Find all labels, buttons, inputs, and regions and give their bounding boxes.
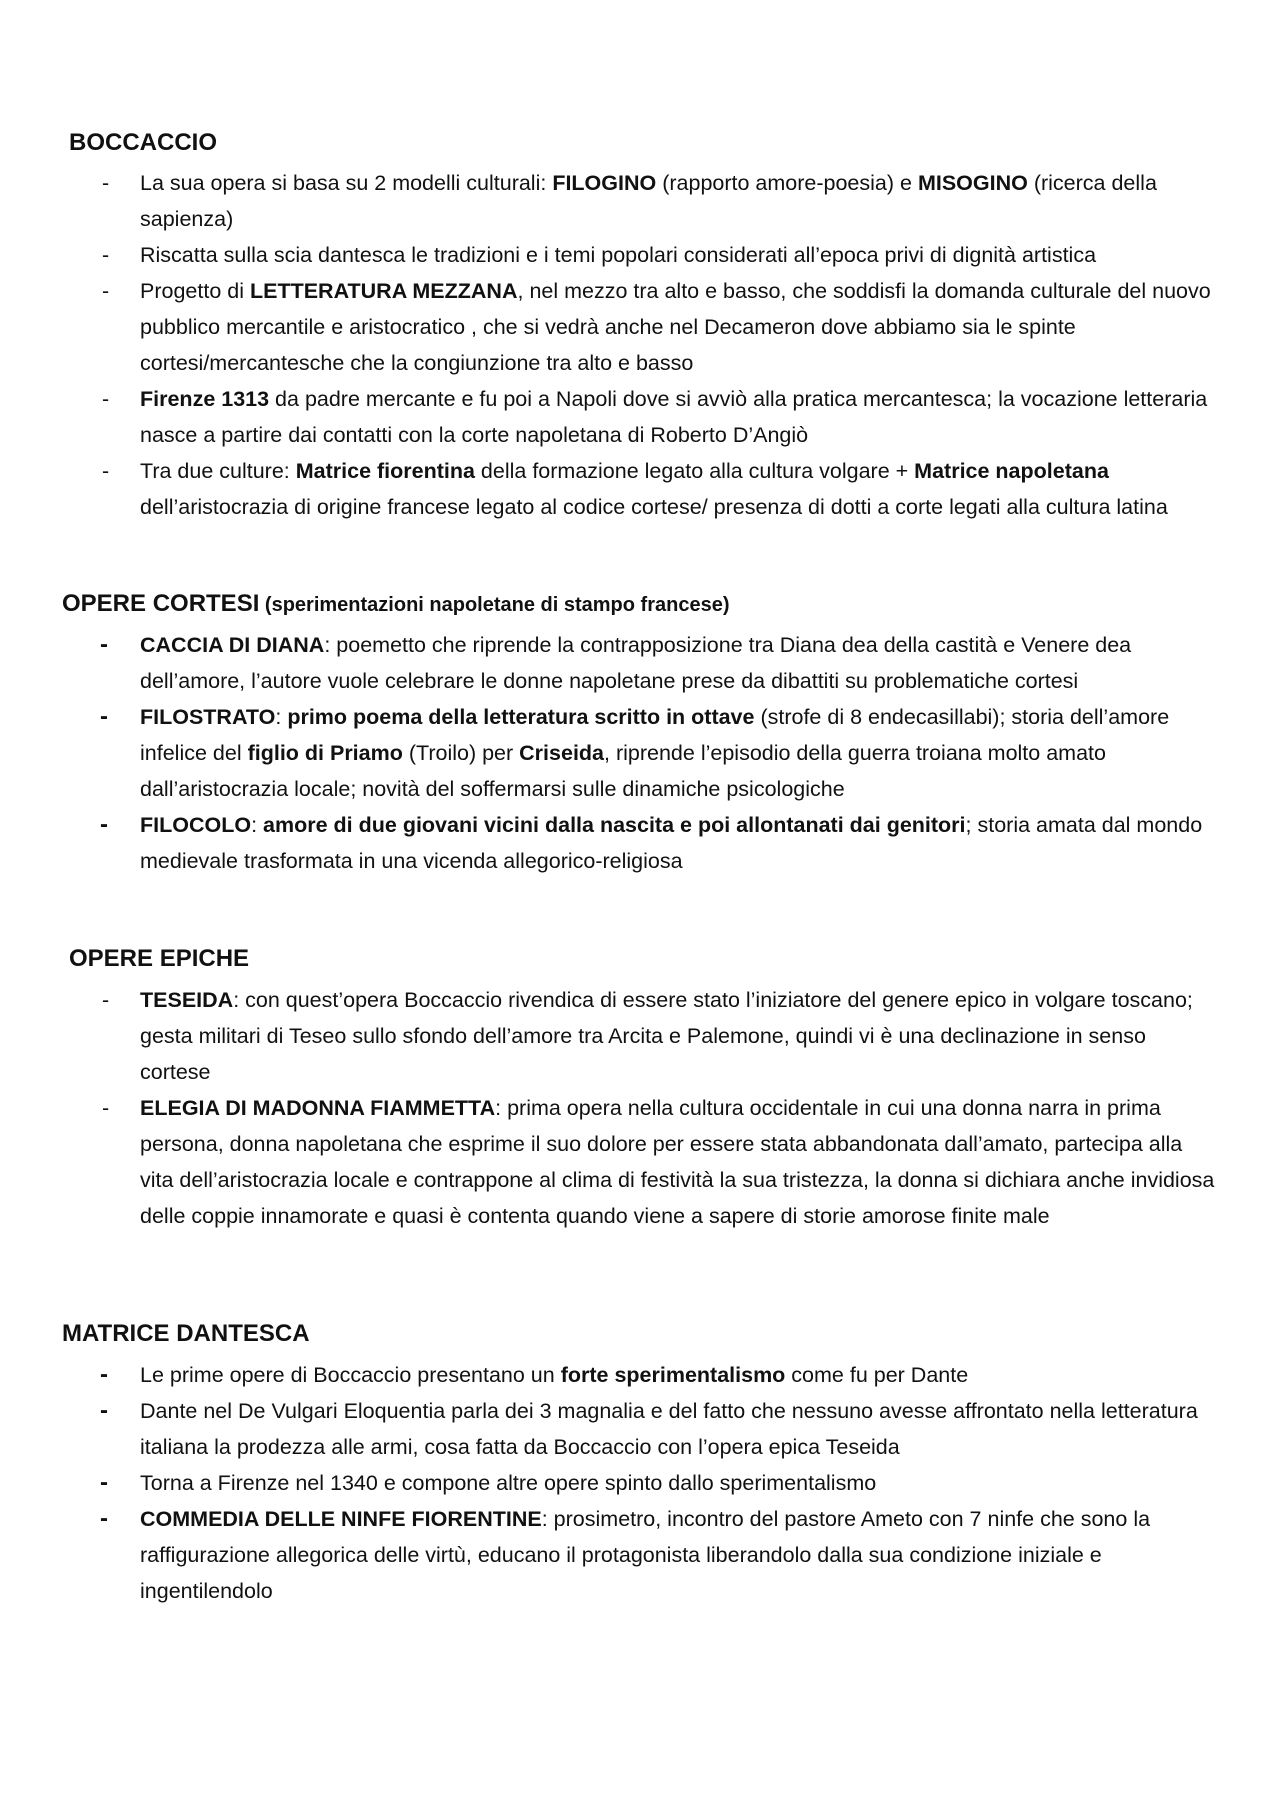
heading-text: MATRICE DANTESCA — [62, 1320, 310, 1347]
list-item — [0, 237, 1220, 273]
item-text: Progetto di — [140, 279, 250, 303]
item-text: : — [275, 705, 288, 729]
bold-text: primo poema della letteratura scritto in ottave — [287, 705, 755, 729]
heading-text: OPERE EPICHE — [69, 945, 250, 972]
dash-bullet: - — [102, 1096, 110, 1120]
section-heading — [69, 128, 217, 158]
item-text: (Troilo) per — [402, 741, 520, 765]
item-text: : con quest’opera Boccaccio rivendica di essere stato l’iniziatore del genere epico in volgare toscano; gesta militari di Teseo sullo sfondo dell’amore tra Arcita e Palemone, quindi vi è una declinazione in senso cortese — [140, 988, 1193, 1084]
dash-bullet: - — [102, 387, 110, 411]
list-item — [0, 1465, 1220, 1501]
list-item — [0, 699, 1220, 807]
list-item — [0, 1393, 1220, 1465]
item-text: come fu per Dante — [785, 1363, 969, 1387]
list-item — [0, 273, 1220, 381]
item-text: (rapporto amore-poesia) e — [656, 171, 918, 195]
list-item — [0, 453, 1220, 525]
bold-text: figlio di Priamo — [247, 741, 403, 765]
dash-bullet: - — [102, 459, 110, 483]
item-text: (ricerca della sapienza) — [140, 171, 1157, 231]
section-heading — [62, 1319, 310, 1349]
list-item — [0, 627, 1220, 699]
item-text: Riscatta sulla scia dantesca le tradizioni e i temi popolari considerati all’epoca privi di dignità artistica — [140, 243, 1097, 267]
item-text: ; storia amata dal mondo medievale trasformata in una vicenda allegorico-religiosa — [140, 813, 1203, 873]
item-text: : prima opera nella cultura occidentale in cui una donna narra in prima persona, donna napoletana che esprime il suo dolore per essere stata abbandonata dall’amato, partecipa alla vita dell’aristocrazia locale e contrappone al clima di festività la sua tristezza, la donna si dichiara anche invidiosa delle coppie innamorate e quasi è contenta quando viene a sapere di storie amorose finite male — [140, 1096, 1215, 1228]
dash-bullet: - — [102, 988, 110, 1012]
list-item — [0, 381, 1220, 453]
bullet-list — [0, 1357, 1280, 1609]
bold-text: TESEIDA — [140, 988, 234, 1012]
bold-text: FILOSTRATO — [140, 705, 276, 729]
bold-text: COMMEDIA DELLE NINFE FIORENTINE — [140, 1507, 542, 1531]
list-item — [0, 1357, 1220, 1393]
list-item — [0, 807, 1220, 879]
item-text: della formazione legato alla cultura volgare + — [474, 459, 915, 483]
item-text: La sua opera si basa su 2 modelli culturali: — [140, 171, 553, 195]
dash-bullet: - — [100, 1361, 108, 1388]
dash-bullet: - — [102, 279, 110, 303]
bold-text: amore di due giovani vicini dalla nascita e poi allontanati dai genitori — [263, 813, 966, 837]
list-item — [0, 1501, 1220, 1609]
bullet-list — [0, 982, 1280, 1234]
item-text: Torna a Firenze nel 1340 e compone altre opere spinto dallo sperimentalismo — [140, 1471, 877, 1495]
list-item — [0, 982, 1220, 1090]
bold-text: CACCIA DI DIANA — [140, 633, 325, 657]
bullet-list — [0, 627, 1280, 879]
bold-text: ELEGIA DI MADONNA FIAMMETTA — [140, 1096, 496, 1120]
dash-bullet: - — [100, 1505, 108, 1532]
bold-text: Matrice fiorentina — [295, 459, 475, 483]
item-text: dell’aristocrazia di origine francese legato al codice cortese/ presenza di dotti a corte legati alla cultura latina — [140, 495, 1168, 519]
bold-text: MISOGINO — [917, 171, 1028, 195]
heading-text: BOCCACCIO — [69, 129, 217, 156]
dash-bullet: - — [100, 1397, 108, 1424]
bold-text: FILOGINO — [552, 171, 657, 195]
heading-text: OPERE CORTESI — [62, 590, 260, 617]
bold-text: forte sperimentalismo — [560, 1363, 786, 1387]
dash-bullet: - — [100, 1469, 108, 1496]
section-heading — [69, 944, 249, 974]
bullet-list — [0, 165, 1280, 525]
item-text: , riprende l’episodio della guerra troiana molto amato dall’aristocrazia locale; novità del soffermarsi sulle dinamiche psicologiche — [140, 741, 1106, 801]
item-text: Le prime opere di Boccaccio presentano un — [140, 1363, 561, 1387]
bold-text: Criseida — [519, 741, 605, 765]
item-text: : poemetto che riprende la contrapposizione tra Diana dea della castità e Venere dea dell’amore, l’autore vuole celebrare le donne napoletane prese da dibattiti su problematiche cortesi — [140, 633, 1132, 693]
dash-bullet: - — [100, 703, 108, 730]
bold-text: FILOCOLO — [140, 813, 252, 837]
bold-text: Firenze 1313 — [140, 387, 270, 411]
item-text: da padre mercante e fu poi a Napoli dove si avviò alla pratica mercantesca; la vocazione letteraria nasce a partire dai contatti con la corte napoletana di Roberto D’Angiò — [140, 387, 1208, 447]
item-text: Dante nel De Vulgari Eloquentia parla dei 3 magnalia e del fatto che nessuno avesse affrontato nella letteratura italiana la prodezza alle armi, cosa fatta da Boccaccio con l’opera epica Teseida — [140, 1399, 1198, 1459]
dash-bullet: - — [102, 171, 110, 195]
item-text: , nel mezzo tra alto e basso, che soddisfi la domanda culturale del nuovo pubblico mercantile e aristocratico , che si vedrà anche nel Decameron dove abbiamo sia le spinte cortesi/mercantesche che la congiunzione tra alto e basso — [140, 279, 1211, 375]
bold-text: Matrice napoletana — [914, 459, 1109, 483]
section-heading — [62, 589, 729, 620]
dash-bullet: - — [100, 811, 108, 838]
dash-bullet: - — [102, 243, 110, 267]
item-text: (strofe di 8 endecasillabi); storia dell’amore infelice del — [140, 705, 1170, 765]
dash-bullet: - — [100, 631, 108, 658]
bold-text: LETTERATURA MEZZANA — [249, 279, 518, 303]
heading-subtitle: (sperimentazioni napoletane di stampo francese) — [259, 594, 730, 616]
item-text: Tra due culture: — [140, 459, 296, 483]
list-item — [0, 1090, 1220, 1234]
item-text: : — [251, 813, 264, 837]
list-item — [0, 165, 1220, 237]
item-text: : prosimetro, incontro del pastore Ameto con 7 ninfe che sono la raffigurazione allegorica delle virtù, educano il protagonista liberandolo dalla sua condizione iniziale e ingentilendolo — [140, 1507, 1151, 1603]
